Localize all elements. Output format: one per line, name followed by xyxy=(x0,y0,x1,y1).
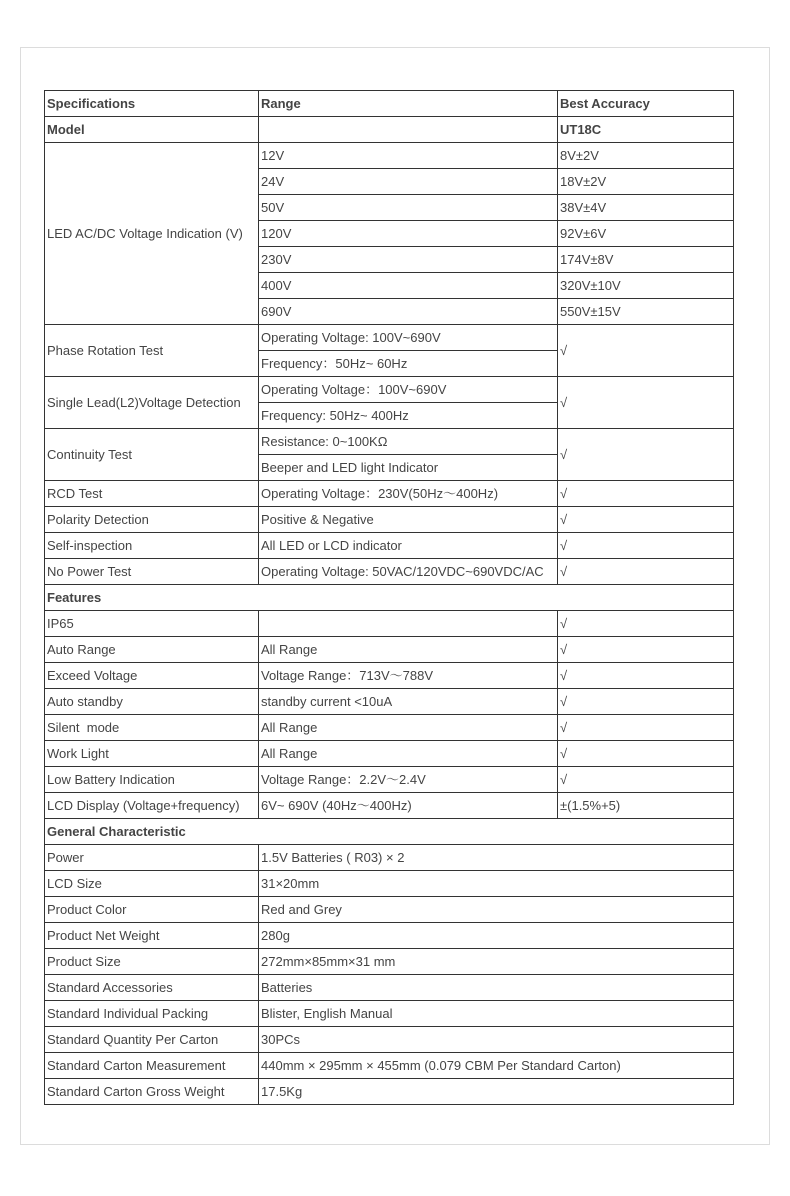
single-lead-check: √ xyxy=(558,377,734,429)
general-label: Standard Individual Packing xyxy=(45,1001,259,1027)
table-row xyxy=(45,637,734,663)
general-label: Product Color xyxy=(45,897,259,923)
table-row xyxy=(45,481,734,507)
model-value: UT18C xyxy=(558,117,734,143)
single-lead-label: Single Lead(L2)Voltage Detection xyxy=(45,377,259,429)
single-lead-voltage: Operating Voltage：100V~690V xyxy=(259,377,558,403)
voltage-accuracy: 92V±6V xyxy=(558,221,734,247)
voltage-indication-label: LED AC/DC Voltage Indication (V) xyxy=(45,143,259,325)
general-value: Red and Grey xyxy=(259,897,734,923)
table-row xyxy=(45,1079,734,1105)
feature-range: Voltage Range：713V～788V xyxy=(259,663,558,689)
table-row xyxy=(45,559,734,585)
general-label: Standard Quantity Per Carton xyxy=(45,1027,259,1053)
voltage-accuracy: 18V±2V xyxy=(558,169,734,195)
table-row xyxy=(45,533,734,559)
spec-label: Self-inspection xyxy=(45,533,259,559)
general-value: 1.5V Batteries ( R03) × 2 xyxy=(259,845,734,871)
table-row xyxy=(45,1001,734,1027)
spec-label: RCD Test xyxy=(45,481,259,507)
continuity-check: √ xyxy=(558,429,734,481)
general-heading: General Characteristic xyxy=(45,819,734,845)
general-value: 31×20mm xyxy=(259,871,734,897)
spec-range: Operating Voltage: 50VAC/120VDC~690VDC/AC xyxy=(259,559,558,585)
spec-range: Operating Voltage：230V(50Hz～400Hz) xyxy=(259,481,558,507)
voltage-accuracy: 8V±2V xyxy=(558,143,734,169)
voltage-range: 230V xyxy=(259,247,558,273)
table-row xyxy=(45,325,734,351)
voltage-accuracy: 550V±15V xyxy=(558,299,734,325)
general-value: Batteries xyxy=(259,975,734,1001)
spec-accuracy: √ xyxy=(558,507,734,533)
general-value: 30PCs xyxy=(259,1027,734,1053)
model-row xyxy=(45,117,734,143)
feature-range: Voltage Range：2.2V～2.4V xyxy=(259,767,558,793)
voltage-accuracy: 174V±8V xyxy=(558,247,734,273)
voltage-range: 50V xyxy=(259,195,558,221)
table-row xyxy=(45,429,734,455)
spec-range: All LED or LCD indicator xyxy=(259,533,558,559)
feature-label: Auto Range xyxy=(45,637,259,663)
general-label: Product Net Weight xyxy=(45,923,259,949)
table-header-row xyxy=(45,91,734,117)
feature-accuracy: ±(1.5%+5) xyxy=(558,793,734,819)
table-row xyxy=(45,377,734,403)
general-label: Power xyxy=(45,845,259,871)
table-row xyxy=(45,715,734,741)
table-row xyxy=(45,767,734,793)
specification-table xyxy=(44,90,734,1105)
feature-range: All Range xyxy=(259,741,558,767)
general-value: 272mm×85mm×31 mm xyxy=(259,949,734,975)
spec-accuracy: √ xyxy=(558,559,734,585)
spec-label: No Power Test xyxy=(45,559,259,585)
header-range: Range xyxy=(259,91,558,117)
feature-label: Silent mode xyxy=(45,715,259,741)
feature-range: standby current <10uA xyxy=(259,689,558,715)
voltage-range: 690V xyxy=(259,299,558,325)
feature-range xyxy=(259,611,558,637)
model-label: Model xyxy=(45,117,259,143)
voltage-range: 120V xyxy=(259,221,558,247)
feature-label: IP65 xyxy=(45,611,259,637)
general-value: Blister, English Manual xyxy=(259,1001,734,1027)
voltage-accuracy: 320V±10V xyxy=(558,273,734,299)
feature-label: LCD Display (Voltage+frequency) xyxy=(45,793,259,819)
feature-label: Work Light xyxy=(45,741,259,767)
general-label: Standard Carton Gross Weight xyxy=(45,1079,259,1105)
feature-accuracy: √ xyxy=(558,663,734,689)
feature-range: 6V~ 690V (40Hz～400Hz) xyxy=(259,793,558,819)
general-value: 280g xyxy=(259,923,734,949)
spec-range: Positive & Negative xyxy=(259,507,558,533)
general-label: Standard Carton Measurement xyxy=(45,1053,259,1079)
voltage-accuracy: 38V±4V xyxy=(558,195,734,221)
header-specifications: Specifications xyxy=(45,91,259,117)
table-row xyxy=(45,845,734,871)
header-best-accuracy: Best Accuracy xyxy=(558,91,734,117)
feature-label: Auto standby xyxy=(45,689,259,715)
spec-label: Polarity Detection xyxy=(45,507,259,533)
phase-rotation-label: Phase Rotation Test xyxy=(45,325,259,377)
phase-rotation-voltage: Operating Voltage: 100V~690V xyxy=(259,325,558,351)
voltage-range: 24V xyxy=(259,169,558,195)
feature-accuracy: √ xyxy=(558,741,734,767)
table-row xyxy=(45,871,734,897)
phase-rotation-check: √ xyxy=(558,325,734,377)
spec-accuracy: √ xyxy=(558,533,734,559)
general-heading-row xyxy=(45,819,734,845)
general-label: Standard Accessories xyxy=(45,975,259,1001)
features-heading: Features xyxy=(45,585,734,611)
table-row xyxy=(45,897,734,923)
feature-range: All Range xyxy=(259,715,558,741)
general-label: LCD Size xyxy=(45,871,259,897)
table-row xyxy=(45,663,734,689)
feature-accuracy: √ xyxy=(558,637,734,663)
table-row xyxy=(45,741,734,767)
continuity-label: Continuity Test xyxy=(45,429,259,481)
table-row xyxy=(45,923,734,949)
table-row xyxy=(45,1053,734,1079)
table-row xyxy=(45,507,734,533)
model-range xyxy=(259,117,558,143)
voltage-range: 400V xyxy=(259,273,558,299)
feature-accuracy: √ xyxy=(558,767,734,793)
single-lead-frequency: Frequency: 50Hz~ 400Hz xyxy=(259,403,558,429)
table-row xyxy=(45,143,734,169)
feature-accuracy: √ xyxy=(558,689,734,715)
feature-label: Low Battery Indication xyxy=(45,767,259,793)
feature-accuracy: √ xyxy=(558,611,734,637)
general-label: Product Size xyxy=(45,949,259,975)
table-row xyxy=(45,793,734,819)
general-value: 440mm × 295mm × 455mm (0.079 CBM Per Standard Carton) xyxy=(259,1053,734,1079)
voltage-range: 12V xyxy=(259,143,558,169)
feature-label: Exceed Voltage xyxy=(45,663,259,689)
phase-rotation-frequency: Frequency：50Hz~ 60Hz xyxy=(259,351,558,377)
continuity-resistance: Resistance: 0~100KΩ xyxy=(259,429,558,455)
table-row xyxy=(45,689,734,715)
table-row xyxy=(45,975,734,1001)
table-row xyxy=(45,611,734,637)
table-row xyxy=(45,1027,734,1053)
features-heading-row xyxy=(45,585,734,611)
feature-range: All Range xyxy=(259,637,558,663)
table-row xyxy=(45,949,734,975)
continuity-indicator: Beeper and LED light Indicator xyxy=(259,455,558,481)
feature-accuracy: √ xyxy=(558,715,734,741)
general-value: 17.5Kg xyxy=(259,1079,734,1105)
spec-accuracy: √ xyxy=(558,481,734,507)
